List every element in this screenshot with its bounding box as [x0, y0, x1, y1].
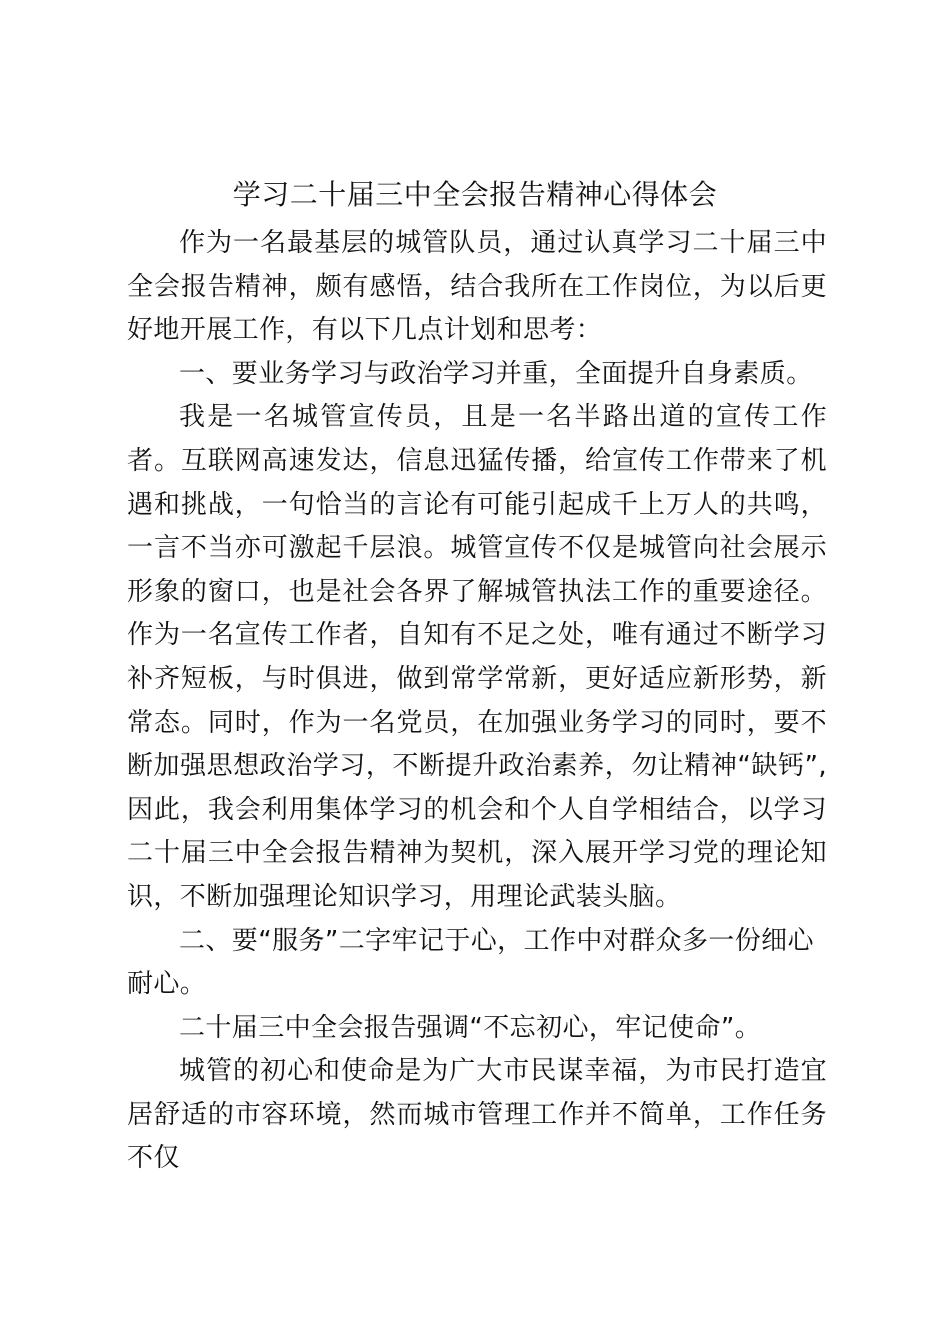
- document-title: 学习二十届三中全会报告精神心得体会: [232, 178, 718, 211]
- paragraph-section-2: 城管的初心和使命是为广大市民谋幸福，为市民打造宜居舒适的市容环境，然而城市管理工作并不简单，工作任务不仅: [127, 1056, 827, 1174]
- section-heading-1: 一、要业务学习与政治学习并重，全面提升自身素质。: [179, 358, 813, 389]
- paragraph-section-1: 我是一名城管宣传员，且是一名半路出道的宣传工作者。互联网高速发达，信息迅猛传播，给宣传工作带来了机遇和挑战，一句恰当的言论有可能引起成千上万人的共鸣，一言不当亦可激起千层浪。城管宣传不仅是城管向社会展示形象的窗口，也是社会各界了解城管执法工作的重要途径。作为一名宣传工作者，自知有不足之处，唯有通过不断学习补齐短板，与时俱进，做到常学常新，更好适应新形势，新常态。同时，作为一名党员，在加强业务学习的同时，要不断加强思想政治学习，不断提升政治素养，勿让精神“缺钙”,因此，我会利用集体学习的机会和个人自学相结合，以学习二十届三中全会报告精神为契机，深入展开学习党的理论知识，不断加强理论知识学习，用理论武装头脑。: [127, 402, 827, 912]
- paragraph-quote: 二十届三中全会报告强调“不忘初心，牢记使命”。: [179, 1012, 762, 1043]
- paragraph-intro: 作为一名最基层的城管队员，通过认真学习二十届三中全会报告精神，颇有感悟，结合我所在工作岗位，为以后更好地开展工作，有以下几点计划和思考：: [127, 228, 827, 346]
- document-body: [127, 222, 827, 1181]
- section-heading-2: 二、要“服务”二字牢记于心，工作中对群众多一份细心耐心。: [127, 925, 814, 1000]
